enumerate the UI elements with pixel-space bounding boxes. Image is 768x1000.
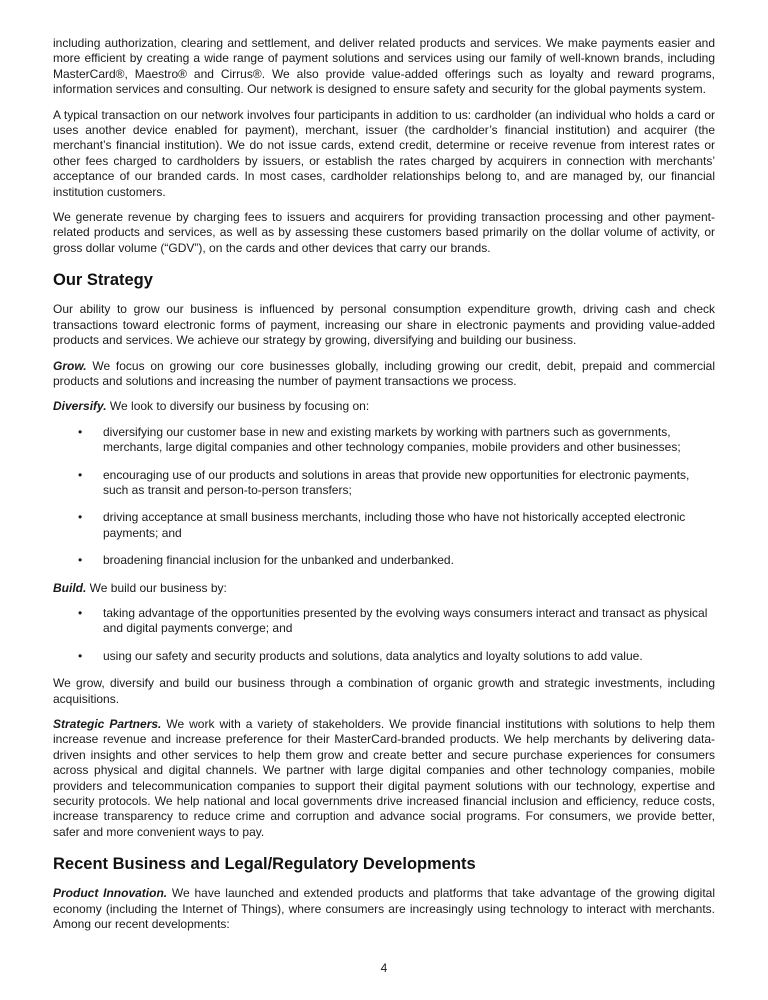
bullet-icon: • xyxy=(78,510,83,525)
strategy-intro-paragraph: Our ability to grow our business is influenced by personal consumption expenditure growth, driving cash and check transactions toward electronic forms of payment, increasing our share in electronic payments and providing value-added products and services. We achieve our strategy by growing, diversifying and building our business. xyxy=(53,302,715,348)
grow-lead: Grow. xyxy=(53,358,87,373)
list-item-text: using our safety and security products and solutions, data analytics and loyalty solutions to add value. xyxy=(103,648,643,663)
strategic-partners-text: We work with a variety of stakeholders. We provide financial institutions with solutions to help them increase revenue and increase preference for their MasterCard-branded products. We help merchants by delivering data-driven insights and other services to help them grow and create better and secure purchase experiences for consumers across physical and digital channels. We partner with large digital companies and other technology companies, mobile providers and telecommunication companies to support their digital payment solutions with our technology, expertise and security protocols. We help national and local governments drive increased financial inclusion and efficiency, reduce costs, increase transparency to reduce crime and corruption and advance social programs. For consumers, we provide better, safer and more convenient ways to pay. xyxy=(53,717,715,839)
list-item-text: diversifying our customer base in new and existing markets by working with partners such as governments, merchants, large digital companies and other technology companies, mobile providers and other businesses; xyxy=(103,424,681,455)
list-item xyxy=(53,649,715,664)
diversify-paragraph xyxy=(53,399,715,414)
build-lead: Build. xyxy=(53,580,87,595)
build-list xyxy=(53,606,715,664)
section-heading-strategy: Our Strategy xyxy=(53,271,153,290)
product-innovation-text: We have launched and extended products and platforms that take advantage of the growing digital economy (including the Internet of Things), where consumers are increasingly using technology to interact with merchants. Among our recent developments: xyxy=(53,886,715,932)
diversify-list xyxy=(53,425,715,569)
page-number: 4 xyxy=(380,961,388,975)
list-item-text: taking advantage of the opportunities presented by the evolving ways consumers interact and transact as physical and digital payments converge; and xyxy=(103,605,708,636)
list-item xyxy=(53,553,715,568)
strategic-partners-paragraph xyxy=(53,717,715,840)
bullet-icon: • xyxy=(78,467,83,482)
intro-paragraph-1: including authorization, clearing and settlement, and deliver related products and services. We make payments easier and more efficient by creating a wide range of payment solutions and services using our family of well-known brands, including MasterCard®, Maestro® and Cirrus®. We also provide value-added offerings such as loyalty and reward programs, information services and consulting. Our network is designed to ensure safety and security for the global payments system. xyxy=(53,36,715,97)
bullet-icon: • xyxy=(78,424,83,439)
list-item-text: encouraging use of our products and solutions in areas that provide new opportunities for electronic payments, such as transit and person-to-person transfers; xyxy=(103,467,690,497)
list-item-text: broadening financial inclusion for the unbanked and underbanked. xyxy=(103,553,454,568)
product-innovation-paragraph xyxy=(53,886,715,932)
document-page xyxy=(53,36,715,942)
bullet-icon: • xyxy=(78,605,83,620)
grow-paragraph xyxy=(53,359,715,390)
build-paragraph xyxy=(53,581,715,596)
strategic-partners-lead: Strategic Partners. xyxy=(53,717,162,731)
intro-paragraph-2: A typical transaction on our network involves four participants in addition to us: cardholder (an individual who holds a card or uses another device enabled for payment), merchant, issuer (the cardholder’s financial institution) and acquirer (the merchant’s financial institution). We do not issue cards, extend credit, determine or receive revenue from interest rates or other fees charged to cardholders by issuers, or establish the rates charged by acquirers in connection with merchants’ acceptance of our branded cards. In most cases, cardholder relationships belong to, and are managed by, our financial institution customers. xyxy=(53,107,715,199)
intro-paragraph-3: We generate revenue by charging fees to issuers and acquirers for providing transaction processing and other payment-related products and services, as well as by assessing these customers based primarily on the dollar volume of activity, or gross dollar volume (“GDV”), on the cards and other devices that carry our brands. xyxy=(53,210,715,255)
section-heading-developments: Recent Business and Legal/Regulatory Developments xyxy=(53,855,476,874)
grow-text: We focus on growing our core businesses globally, including growing our credit, debit, prepaid and commercial products and solutions and increasing the number of payment transactions we process. xyxy=(53,358,715,388)
bullet-icon: • xyxy=(78,553,83,568)
diversify-lead: Diversify. xyxy=(53,399,107,414)
list-item xyxy=(53,606,715,637)
list-item-text: driving acceptance at small business merchants, including those who have not historically accepted electronic payments; and xyxy=(103,510,686,540)
product-innovation-lead: Product Innovation. xyxy=(53,886,168,901)
bullet-icon: • xyxy=(78,648,83,663)
list-item xyxy=(53,510,715,541)
diversify-text: We look to diversify our business by focusing on: xyxy=(106,399,370,414)
list-item xyxy=(53,468,715,499)
list-item xyxy=(53,425,715,456)
combination-paragraph: We grow, diversify and build our business through a combination of organic growth and strategic investments, including acquisitions. xyxy=(53,676,715,706)
build-text: We build our business by: xyxy=(86,580,227,595)
